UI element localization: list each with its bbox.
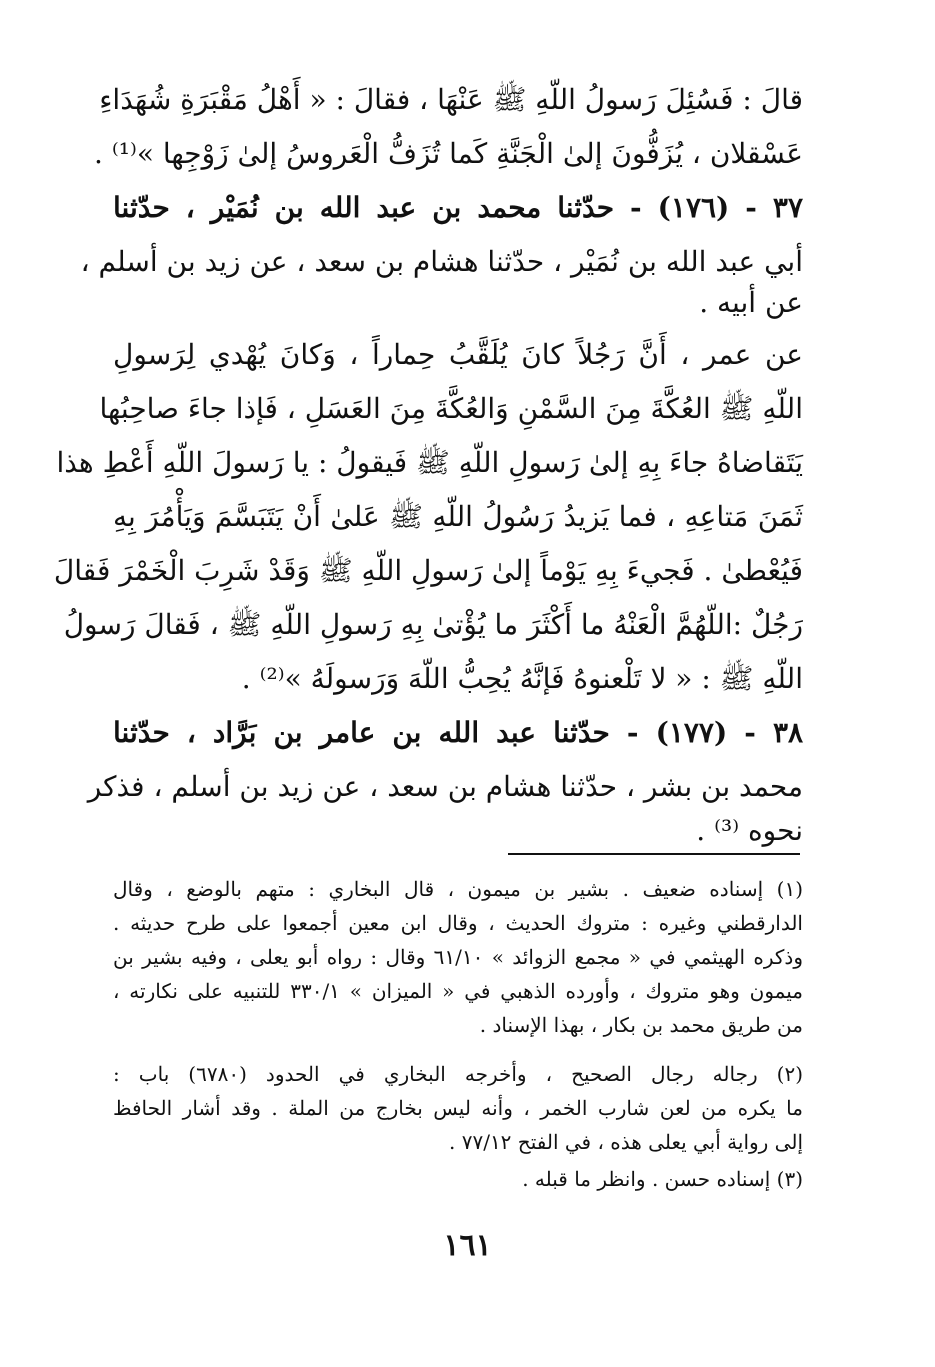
page-number: ١٦١ bbox=[443, 1228, 492, 1263]
text-line-7: اللّهِ ﷺ العُكَّةَ مِنَ السَّمْنِ وَالعُكَّةَ مِنَ العَسَلِ ، فَإذا جاءَ صاحِبُها bbox=[99, 392, 803, 425]
text-line-15: نحوه ⁽³⁾ . bbox=[696, 814, 803, 847]
text-line-4: أبي عبد الله بن نُمَيْر ، حدّثنا هشام بن سعد ، عن زيد بن أسلم ، bbox=[80, 245, 803, 278]
footnote-separator bbox=[508, 853, 800, 855]
footnote-2-line-3: إلى رواية أبي يعلى هذه ، في الفتح ٧٧/١٢ . bbox=[449, 1130, 803, 1154]
footnote-1-line-2: الدارقطني وغيره : متروك الحديث ، وقال ابن معين أجمعوا على طرح حديثه . bbox=[113, 911, 803, 935]
footnote-1-line-3: وذكره الهيثمي في « مجمع الزوائد » ٦١/١٠ وقال : رواه أبو يعلى ، وفيه بشير بن bbox=[113, 945, 803, 969]
text-line-8: يَتَقاضاهُ جاءَ بِهِ إلىٰ رَسولِ اللّهِ ﷺ فَيقولُ : يا رَسولَ اللّهِ أَعْطِ هذا bbox=[56, 446, 803, 479]
text-line-9: ثَمَنَ مَتاعِهِ ، فما يَزيدُ رَسُولُ اللّهِ ﷺ عَلىٰ أَنْ يَتَبَسَّمَ وَيَأْمُرَ بِهِ bbox=[113, 500, 803, 533]
text-line-12: اللّهِ ﷺ : « لا تَلْعنوهُ فَإنَّهُ يُحِبُّ اللّهَ وَرَسولَهُ »⁽²⁾ . bbox=[241, 662, 803, 695]
text-line-14: محمد بن بشر ، حدّثنا هشام بن سعد ، عن زيد بن أسلم ، فذكر bbox=[87, 770, 803, 803]
footnote-1-line-4: ميمون وهو متروك ، وأورده الذهبي في « الميزان » ٣٣٠/١ للتنبيه على نكارته ، bbox=[113, 979, 803, 1003]
footnote-2-line-1: (٢) رجاله رجال الصحيح ، وأخرجه البخاري في الحدود (٦٧٨٠) باب : bbox=[113, 1062, 803, 1086]
text-line-11: رَجُلٌ :اللّهُمَّ الْعَنْهُ ما أَكْثَرَ ما يُؤْتىٰ بِهِ رَسولِ اللّهِ ﷺ ، فَقالَ رَسولُ bbox=[63, 608, 803, 641]
text-line-10: فَيُعْطىٰ . فَجيءَ بِهِ يَوْماً إلىٰ رَسولِ اللّهِ ﷺ وَقَدْ شَرِبَ الْخَمْرَ فَقالَ bbox=[53, 554, 803, 587]
footnote-3-line-1: (٣) إسناده حسن . وانظر ما قبله . bbox=[522, 1167, 803, 1191]
text-line-6: عن عمر ، أَنَّ رَجُلاً كانَ يُلَقَّبُ حِماراً ، وَكانَ يُهْدي لِرَسولِ bbox=[113, 338, 803, 371]
footnote-2-line-2: ما يكره من لعن شارب الخمر ، وأنه ليس بخارج من الملة . وقد أشار الحافظ bbox=[113, 1096, 803, 1120]
text-line-1: قالَ : فَسُئِلَ رَسولُ اللّهِ ﷺ عَنْهَا ، فقالَ : « أَهْلُ مَقْبَرَةِ شُهَدَاءِ bbox=[99, 83, 803, 116]
hadith-37-header: ٣٧ - (١٧٦) - حدّثنا محمد بن عبد الله بن نُمَيْر ، حدّثنا bbox=[113, 191, 803, 224]
footnote-1-line-1: (١) إسناده ضعيف . بشير بن ميمون ، قال البخاري : متهم بالوضع ، وقال bbox=[113, 877, 803, 901]
hadith-38-header: ٣٨ - (١٧٧) - حدّثنا عبد الله بن عامر بن بَرَّاد ، حدّثنا bbox=[113, 716, 804, 749]
text-line-5: عن أبيه . bbox=[699, 286, 803, 319]
text-line-2: عَسْقلان ، يُزَفُّونَ إلىٰ الْجَنَّةِ كَما تُزَفُّ الْعَروسُ إلىٰ زَوْجِها »⁽¹⁾ . bbox=[94, 137, 803, 170]
footnote-1-line-5: من طريق محمد بن بكار ، بهذا الإسناد . bbox=[479, 1013, 803, 1037]
